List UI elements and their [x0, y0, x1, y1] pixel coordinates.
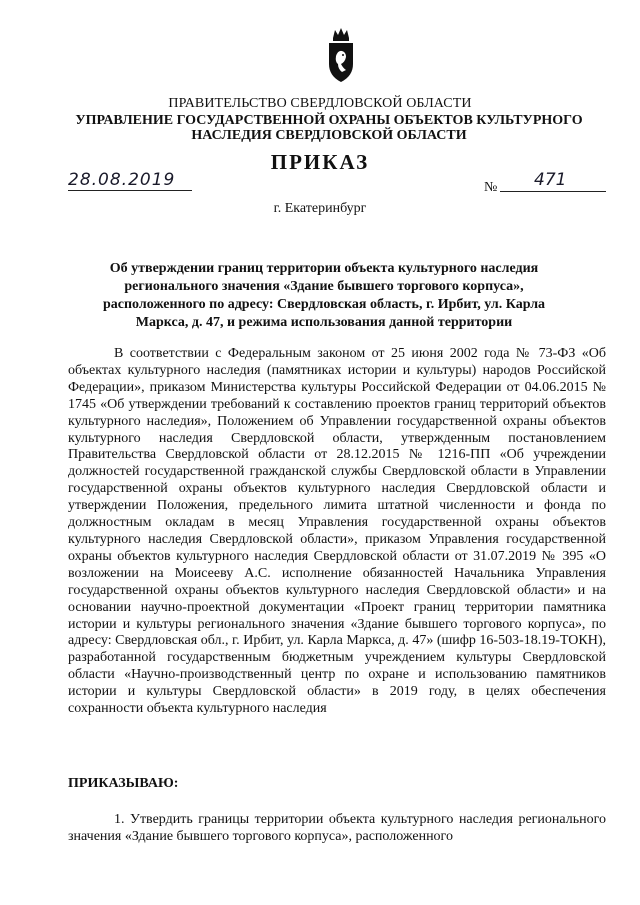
order-word: ПРИКАЗЫВАЮ:	[68, 776, 179, 791]
order-item-1: 1. Утвердить границы территории объекта культурного наследия регионального значения «Здание бывшего торгового корпуса», расположенного	[68, 812, 606, 844]
handwritten-number: 471	[534, 170, 567, 190]
city: г. Екатеринбург	[273, 201, 367, 216]
number-underline	[500, 191, 606, 192]
coat-of-arms-icon	[326, 26, 356, 84]
date-underline	[68, 190, 192, 191]
number-sign: №	[484, 180, 498, 195]
government-name: ПРАВИТЕЛЬСТВО СВЕРДЛОВСКОЙ ОБЛАСТИ	[168, 96, 472, 111]
department-name: УПРАВЛЕНИЕ ГОСУДАРСТВЕННОЙ ОХРАНЫ ОБЪЕКТОВ КУЛЬТУРНОГО НАСЛЕДИЯ СВЕРДЛОВСКОЙ ОБЛАСТИ	[75, 113, 583, 143]
document-title: Об утверждении границ территории объекта культурного наследия регионального значения «Здание бывшего торгового корпуса», расположенного по адресу: Свердловская область, г. Ирбит, ул. Карла Маркса, д. 47, и режима использования данной территории	[102, 261, 546, 330]
preamble-paragraph: В соответствии с Федеральным законом от 25 июня 2002 года № 73-ФЗ «Об объектах культурного наследия (памятниках истории и культуры) народов Российской Федерации», приказом Министерства культуры Российской Федерации от 04.06.2015 № 1745 «Об утверждении требований к составлению проектов границ территорий объектов культурного наследия», Положением об Управлении государственной охраны объектов культурного наследия Свердловской области, утвержденным постановлением Правительства Свердловской области от 28.12.2015 № 1216-ПП «Об учреждении должностей государственной гражданской службы Свердловской области в Управлении государственной охраны объектов культурного наследия Свердловской области и утверждении Положения, предельного лимита штатной численности и фонда по должностным окладам в месяц Управления государственной охраны объектов культурного наследия Свердловской области», приказом Управления государственной охраны объектов культурного наследия Свердловской области от 31.07.2019 № 395 «О возложении на Моисееву А.С. исполнение обязанностей Начальника Управления государственной охраны объектов культурного наследия Свердловской области» и на основании научно-проектной документации «Проект границ территории памятника истории и культуры регионального значения «Здание бывшего торгового корпуса», по адресу: Свердловская обл., г. Ирбит, ул. Карла Маркса, д. 47» (шифр 16-503-18.19-ТОКН), разработанной государственным бюджетным учреждением культуры Свердловской области «Научно-производственный центр по охране и использованию памятников истории и культуры Свердловской области» в 2019 году, в целях обеспечения сохранности объекта культурного наследия	[68, 346, 606, 717]
handwritten-date: 28.08.2019	[68, 170, 176, 190]
document-type: ПРИКАЗ	[270, 150, 370, 174]
